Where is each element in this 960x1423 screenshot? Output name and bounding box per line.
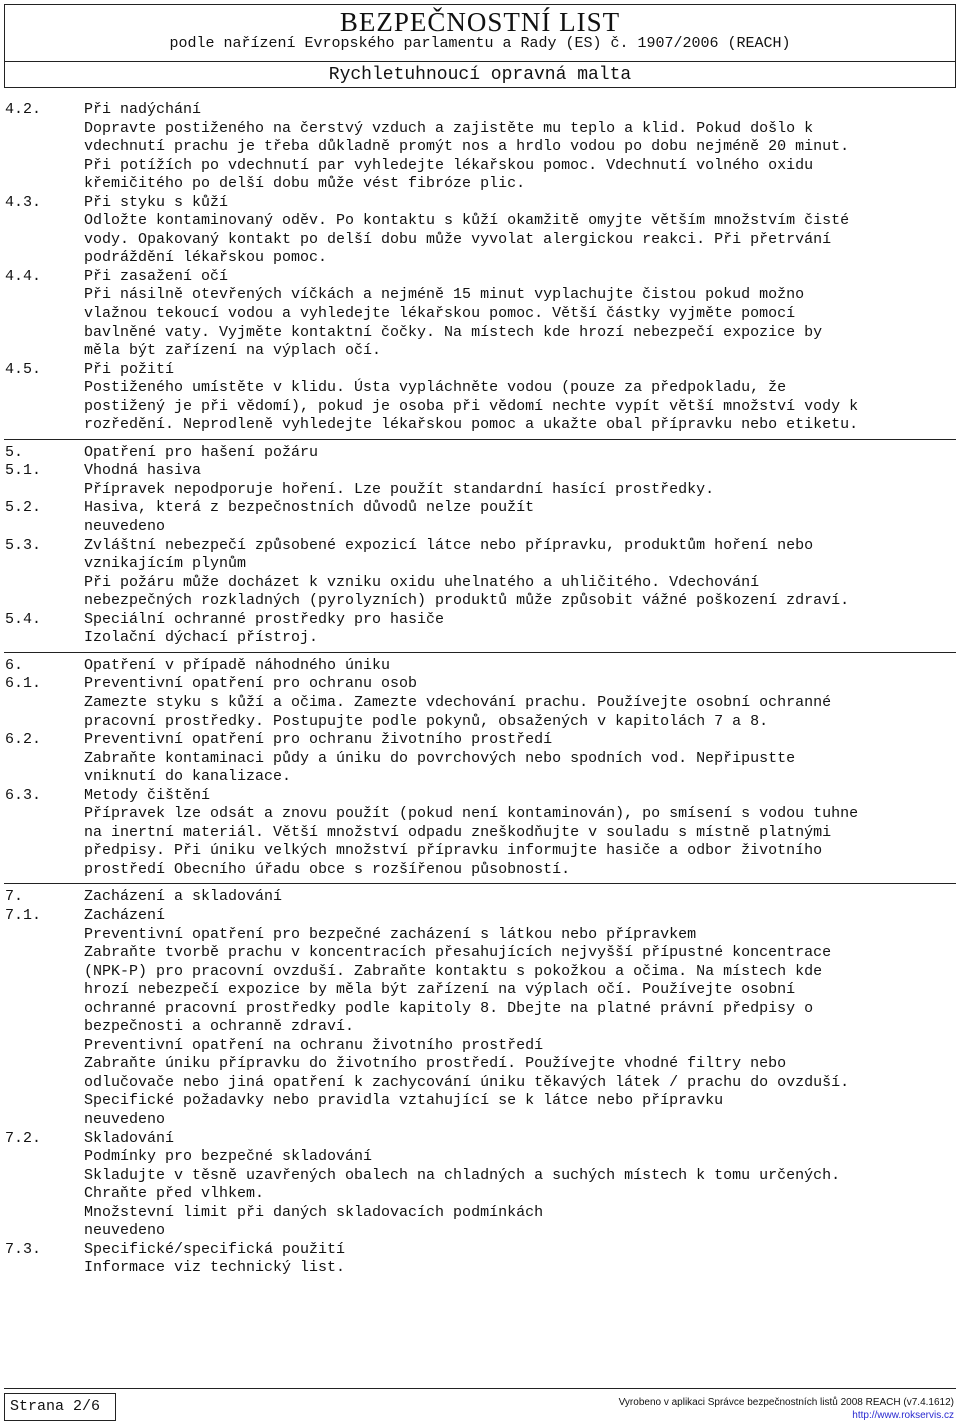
text-line	[5, 324, 955, 343]
document-body	[5, 101, 955, 1278]
line-text: rozředění. Neprodleně vyhledejte lékařskou pomoc a ukažte obal přípravku nebo etiketu.	[84, 416, 859, 434]
line-text: bezpečnosti a ochranně zdraví.	[84, 1018, 355, 1036]
line-text: Při požití	[84, 360, 175, 378]
section-number: 7.2.	[5, 1129, 42, 1147]
section-number: 7.1.	[5, 906, 42, 924]
line-text: Při násilně otevřených víčkách a nejméně 15 minut vyplachujte čistou pokud možno	[84, 286, 805, 304]
section-divider	[5, 648, 955, 657]
line-text: Opatření v případě náhodného úniku	[84, 656, 391, 674]
section-number: 5.1.	[5, 462, 42, 480]
line-text: Preventivní opatření pro ochranu osob	[84, 675, 418, 693]
text-line	[5, 555, 955, 574]
line-text: Skladujte v těsně uzavřených obalech na chladných a suchých místech k tomu určených.	[84, 1166, 841, 1184]
section-heading-row	[5, 537, 955, 556]
section-heading-row	[5, 1241, 955, 1260]
text-line	[5, 713, 955, 732]
line-text: Metody čištění	[84, 786, 211, 804]
line-text: Izolační dýchací přístroj.	[84, 629, 319, 647]
section-number: 4.4.	[5, 267, 42, 285]
line-text: Při nadýchání	[84, 101, 202, 118]
section-number: 5.	[5, 443, 24, 461]
line-text: Při potížích po vdechnutí par vyhledejte lékařskou pomoc. Vdechnutí volného oxidu	[84, 156, 814, 174]
line-text: Skladování	[84, 1129, 175, 1147]
text-line	[5, 1074, 955, 1093]
line-text: Opatření pro hašení požáru	[84, 443, 319, 461]
section-heading-row	[5, 787, 955, 806]
line-text: podráždění lékařskou pomoc.	[84, 249, 328, 267]
line-text: Preventivní opatření na ochranu životního prostředí	[84, 1036, 544, 1054]
text-line	[5, 981, 955, 1000]
footer-credits	[619, 1396, 954, 1422]
text-line	[5, 694, 955, 713]
line-text: vlažnou tekoucí vodou a vyhledejte lékařskou pomoc. Větší částky vyjměte pomocí	[84, 305, 796, 323]
text-line	[5, 120, 955, 139]
text-line	[5, 805, 955, 824]
section-number: 5.3.	[5, 536, 42, 554]
text-line	[5, 1222, 955, 1241]
line-text: Vhodná hasiva	[84, 462, 202, 480]
section-divider	[5, 879, 955, 888]
header-divider	[5, 61, 955, 62]
line-text: Odložte kontaminovaný oděv. Po kontaktu s kůží okamžitě omyjte větším množstvím čisté	[84, 212, 850, 230]
line-text: Zamezte styku s kůží a očima. Zamezte vdechování prachu. Používejte osobní ochranné	[84, 693, 832, 711]
text-line	[5, 1204, 955, 1223]
text-line	[5, 944, 955, 963]
line-text: nebezpečných rozkladných (pyrolyzních) produktů může způsobit vážné poškození zdraví.	[84, 592, 850, 610]
text-line	[5, 963, 955, 982]
text-line	[5, 926, 955, 945]
line-text: Podmínky pro bezpečné skladování	[84, 1148, 373, 1166]
line-text: neuvedeno	[84, 1222, 166, 1240]
text-line	[5, 1037, 955, 1056]
line-text: Zacházení	[84, 906, 166, 924]
line-text: předpisy. Při úniku velkých množství přípravku informujte hasiče a odbor životního	[84, 842, 823, 860]
line-text: Zacházení a skladování	[84, 888, 283, 906]
section-number: 5.2.	[5, 499, 42, 517]
line-text: Informace viz technický list.	[84, 1259, 346, 1277]
line-text: bavlněné vaty. Vyjměte kontaktní čočky. Na místech kde hrozí nebezpečí expozice by	[84, 323, 823, 341]
text-line	[5, 629, 955, 648]
line-text: na inertní materiál. Větší množství odpadu zneškodňujte v souladu s místně platnými	[84, 823, 832, 841]
text-line	[5, 1092, 955, 1111]
section-number: 6.1.	[5, 675, 42, 693]
line-text: Preventivní opatření pro ochranu životního prostředí	[84, 731, 553, 749]
line-text: vniknutí do kanalizace.	[84, 768, 292, 786]
text-line	[5, 1148, 955, 1167]
text-line	[5, 249, 955, 268]
section-heading-row	[5, 268, 955, 287]
text-line	[5, 398, 955, 417]
line-text: vody. Opakovaný kontakt po delší dobu může vyvolat alergickou reakci. Při přetrvání	[84, 230, 832, 248]
line-text: Postiženého umístěte v klidu. Ústa vypláchněte vodou (pouze za předpokladu, že	[84, 379, 787, 397]
line-text: Chraňte před vlhkem.	[84, 1185, 265, 1203]
line-text: Hasiva, která z bezpečnostních důvodů nelze použít	[84, 499, 535, 517]
section-heading-row	[5, 731, 955, 750]
line-text: Při styku s kůží	[84, 193, 229, 211]
text-line	[5, 416, 955, 435]
text-line	[5, 1018, 955, 1037]
product-name: Rychletuhnoucí opravná malta	[328, 65, 632, 85]
text-line	[5, 1259, 955, 1278]
line-text: ochranné pracovní prostředky podle kapitoly 8. Dbejte na platné právní předpisy o	[84, 999, 814, 1017]
text-line	[5, 861, 955, 880]
text-line	[5, 592, 955, 611]
line-text: hrozí nebezpečí expozice by měla být zařízení na výplach očí. Používejte osobní	[84, 981, 796, 999]
section-number: 7.3.	[5, 1240, 42, 1258]
text-line	[5, 138, 955, 157]
section-number: 6.2.	[5, 731, 42, 749]
section-number: 4.3.	[5, 193, 42, 211]
line-text: Při zasažení očí	[84, 267, 229, 285]
line-text: odlučovače nebo jiná opatření k zachycování úniku těkavých látek / prachu do ovzduší.	[84, 1073, 850, 1091]
line-text: Přípravek lze odsát a znovu použít (pokud není kontaminován), po smísení s vodou tuhne	[84, 805, 859, 823]
text-line	[5, 1000, 955, 1019]
line-text: neuvedeno	[84, 518, 166, 536]
text-line	[5, 824, 955, 843]
line-text: měla být zařízení na výplach očí.	[84, 342, 382, 360]
line-text: Při požáru může docházet k vzniku oxidu uhelnatého a uhličitého. Vdechování	[84, 573, 760, 591]
line-text: (NPK-P) pro pracovní ovzduší. Zabraňte kontaktu s pokožkou a očima. Na místech kde	[84, 962, 823, 980]
line-text: Dopravte postiženého na čerstvý vzduch a zajistěte mu teplo a klid. Pokud došlo k	[84, 119, 814, 137]
line-text: Zvláštní nebezpečí způsobené expozicí látce nebo přípravku, produktům hoření nebo	[84, 536, 814, 554]
line-text: Množstevní limit při daných skladovacích podmínkách	[84, 1203, 544, 1221]
footer-divider	[4, 1388, 956, 1389]
section-number: 4.5.	[5, 360, 42, 378]
section-heading-row	[5, 444, 955, 463]
text-line	[5, 1167, 955, 1186]
line-text: Zabraňte kontaminaci půdy a úniku do povrchových nebo spodních vod. Nepřipustte	[84, 749, 796, 767]
text-line	[5, 212, 955, 231]
section-heading-row	[5, 101, 955, 120]
line-text: křemičitého po delší dobu může vést fibróze plic.	[84, 175, 526, 193]
section-heading-row	[5, 499, 955, 518]
section-heading-row	[5, 361, 955, 380]
text-line	[5, 768, 955, 787]
text-line	[5, 842, 955, 861]
line-text: prostředí Obecního úřadu obce s rozšířenou působností.	[84, 860, 571, 878]
line-text: neuvedeno	[84, 1110, 166, 1128]
section-heading-row	[5, 888, 955, 907]
line-text: Specifické/specifická použití	[84, 1240, 346, 1258]
vendor-link[interactable]: http://www.rokservis.cz	[852, 1410, 954, 1421]
text-line	[5, 750, 955, 769]
section-heading-row	[5, 907, 955, 926]
document-title: BEZPEČNOSTNÍ LIST	[339, 7, 621, 37]
regulation-subtitle: podle nařízení Evropského parlamentu a Rady (ES) č. 1907/2006 (REACH)	[169, 35, 791, 52]
document-header	[4, 4, 956, 88]
section-heading-row	[5, 194, 955, 213]
section-number: 6.3.	[5, 786, 42, 804]
section-heading-row	[5, 611, 955, 630]
section-heading-row	[5, 675, 955, 694]
text-line	[5, 379, 955, 398]
text-line	[5, 481, 955, 500]
section-number: 5.4.	[5, 610, 42, 628]
section-heading-row	[5, 462, 955, 481]
text-line	[5, 1055, 955, 1074]
section-heading-row	[5, 657, 955, 676]
text-line	[5, 342, 955, 361]
line-text: vznikajícím plynům	[84, 555, 247, 573]
text-line	[5, 1185, 955, 1204]
text-line	[5, 574, 955, 593]
text-line	[5, 175, 955, 194]
line-text: Zabraňte úniku přípravku do životního prostředí. Používejte vhodné filtry nebo	[84, 1055, 787, 1073]
line-text: Zabraňte tvorbě prachu v koncentracích přesahujících nejvyšší přípustné koncentrace	[84, 944, 832, 962]
text-line	[5, 286, 955, 305]
page-number: Strana 2/6	[4, 1393, 116, 1421]
line-text: Preventivní opatření pro bezpečné zacházení s látkou nebo přípravkem	[84, 925, 697, 943]
text-line	[5, 305, 955, 324]
line-text: Speciální ochranné prostředky pro hasiče	[84, 610, 445, 628]
text-line	[5, 1111, 955, 1130]
section-number: 6.	[5, 656, 24, 674]
text-line	[5, 157, 955, 176]
section-heading-row	[5, 1130, 955, 1149]
text-line	[5, 231, 955, 250]
line-text: vdechnutí prachu je třeba důkladně promýt nos a hrdlo vodou po dobu nejméně 20 minut.	[84, 138, 850, 156]
section-divider	[5, 435, 955, 444]
line-text: pracovní prostředky. Postupujte podle pokynů, obsažených v kapitolách 7 a 8.	[84, 712, 769, 730]
line-text: postižený je při vědomí), pokud je osoba při vědomí nechte vypít větší množství vody k	[84, 397, 859, 415]
line-text: Přípravek nepodporuje hoření. Lze použít standardní hasící prostředky.	[84, 480, 715, 498]
line-text: Specifické požadavky nebo pravidla vztahující se k látce nebo přípravku	[84, 1092, 724, 1110]
section-number: 4.2.	[5, 101, 42, 118]
generator-note: Vyrobeno v aplikaci Správce bezpečnostních listů 2008 REACH (v7.4.1612)	[618, 1397, 954, 1408]
text-line	[5, 518, 955, 537]
section-number: 7.	[5, 888, 24, 906]
